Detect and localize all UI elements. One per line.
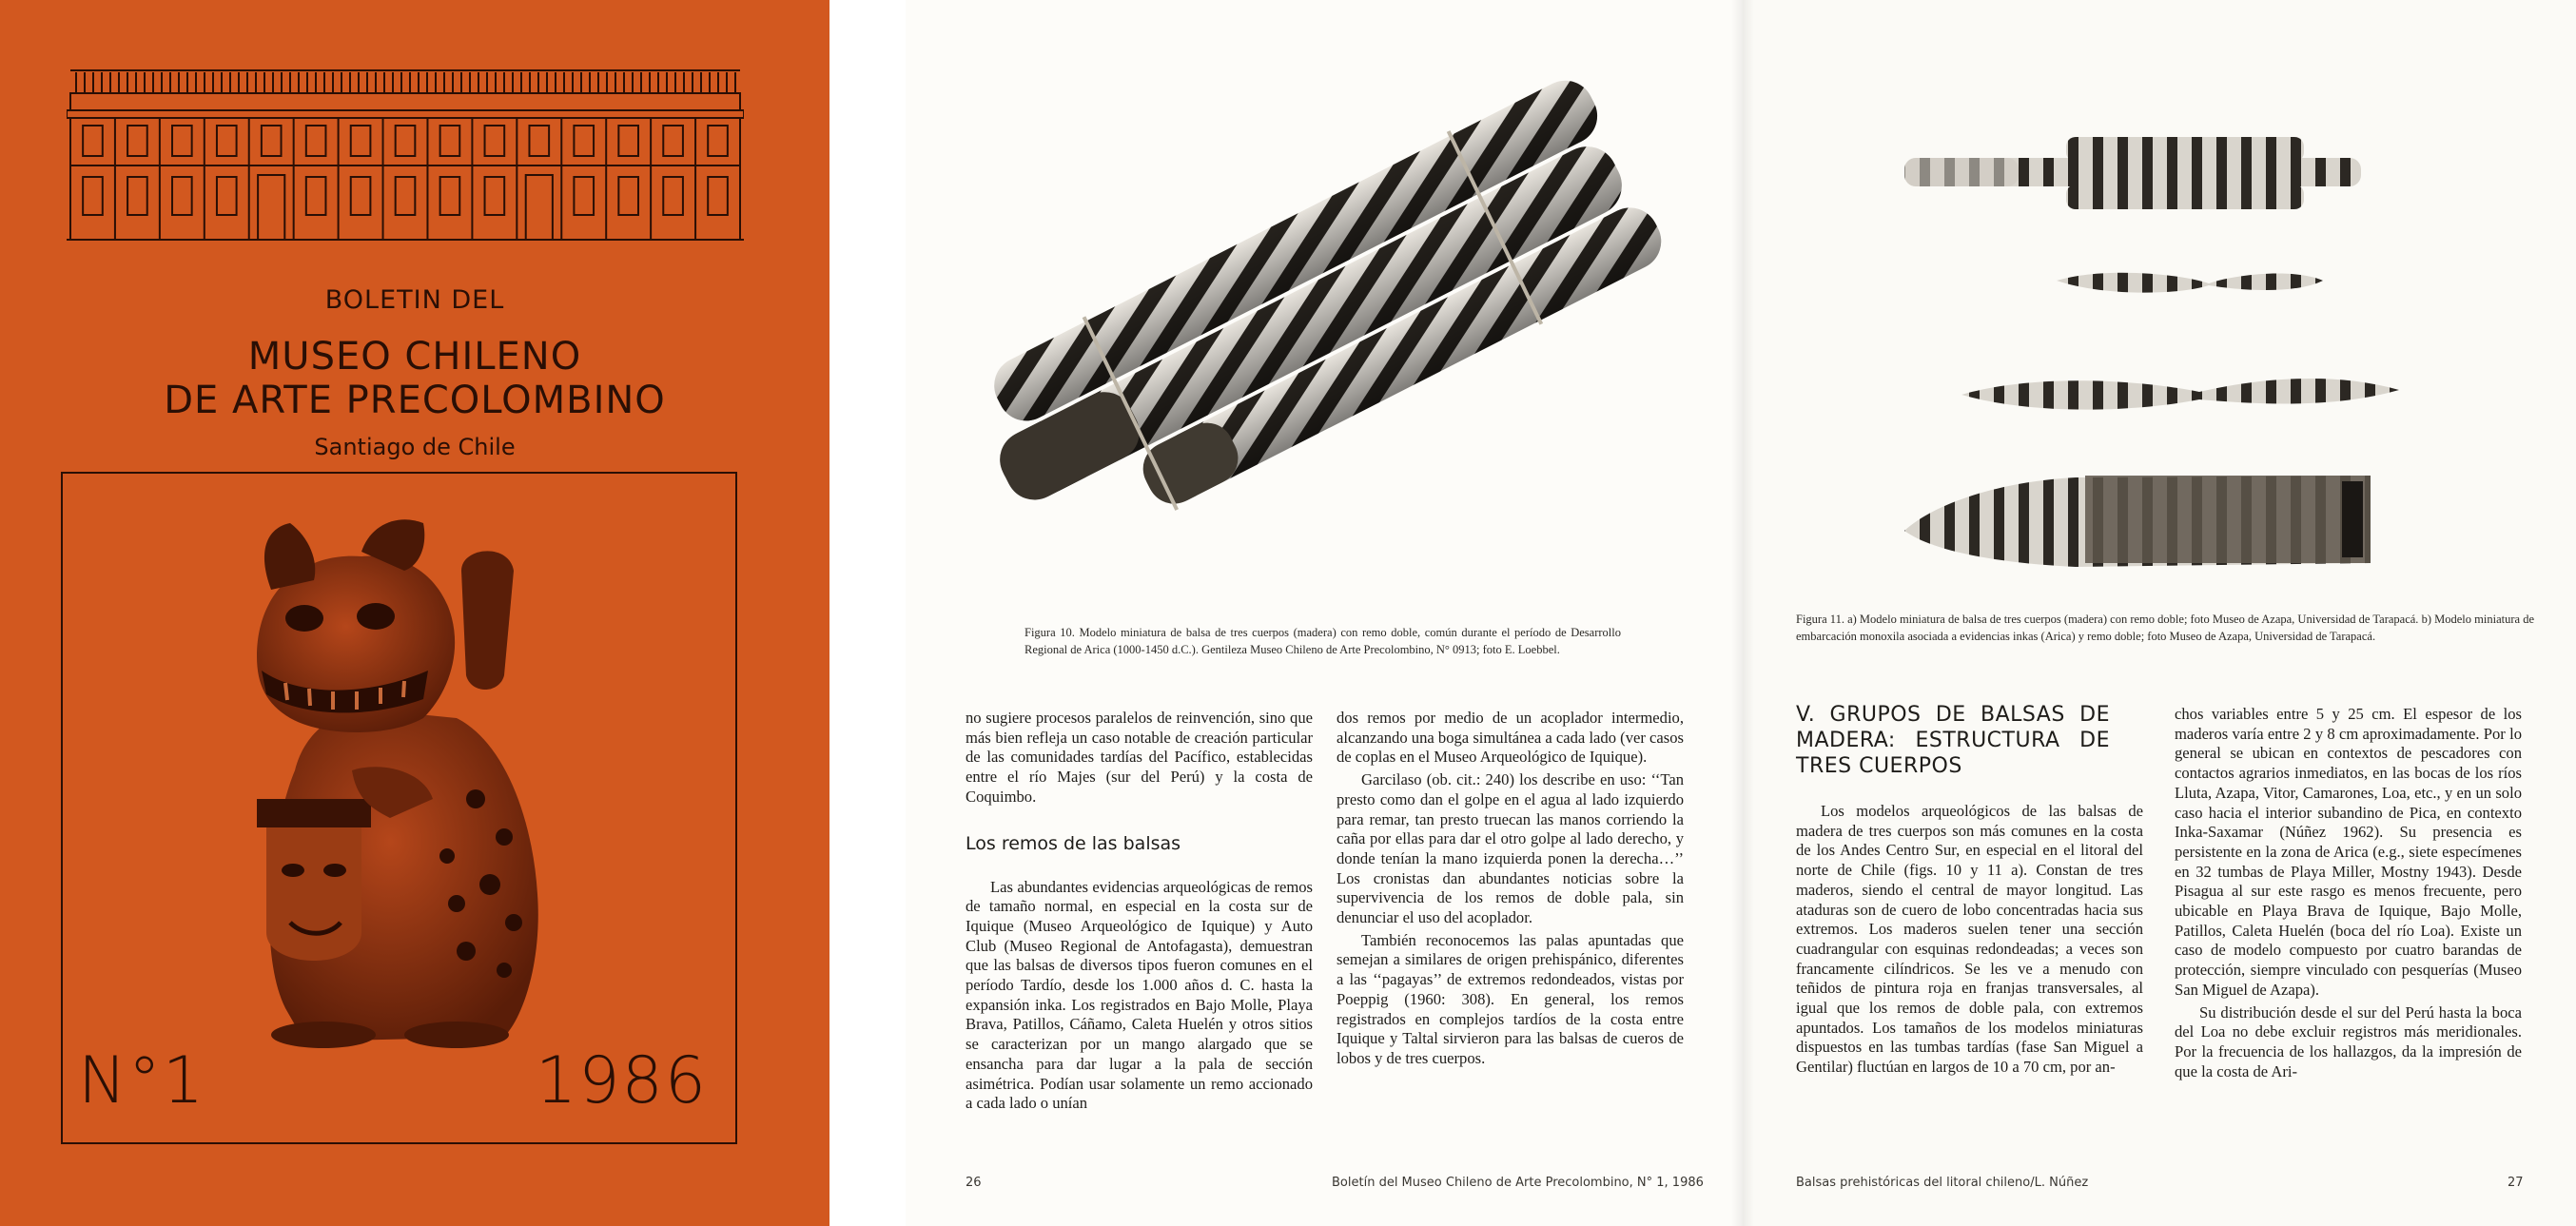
page-number: 26 [966, 1176, 982, 1190]
running-footer: Boletín del Museo Chileno de Arte Precolombino, N° 1, 1986 [1332, 1176, 1704, 1190]
page-27-column-2 [2175, 705, 2522, 1081]
raft-and-canoe-models-photo [1895, 124, 2523, 585]
raft-model-photo [944, 78, 1667, 544]
paragraph: Los modelos arqueológicos de las balsas de madera de tres cuerpos son más comunes en la costa de los Andes Centro Sur, en especial en el litoral del norte de Chile (figs. 10 y 11 a). Constan de tres maderos, siendo el central de mayor longitud. Las ataduras son de cuero de lobo concentradas hacia sus extremos. Los maderos suelen tener una sección cuadrangular con esquinas redondeadas; a veces son francamente cilíndricos. Se les ve a menudo con teñidos de pintura roja en franjas transversales, al igual que los remos de doble pala, con extremos apuntados. Los tamaños de los modelos miniaturas dispuestos en las tumbas tardías (fase San Miguel a Gentilar) fluctúan en largos de 10 a 70 cm, por an- [1796, 802, 2143, 1077]
issue-number: N°1 [78, 1043, 206, 1119]
issue-year: 1986 [535, 1043, 708, 1119]
journal-cover [0, 0, 829, 1226]
running-footer: Balsas prehistóricas del litoral chileno/L. Núñez [1796, 1176, 2089, 1190]
paragraph: dos remos por medio de un acoplador intermedio, alcanzando una boga simultánea a cada lado (ver casos de coplas en el Museo Arqueológico de Iquique). [1337, 709, 1684, 767]
page-27 [1743, 0, 2576, 1226]
museum-building-illustration [67, 67, 744, 243]
paragraph: También reconocemos las palas apuntadas que semejan a similares de origen prehispánico, diferentes a las ‘‘pagayas’’ de extremos redondeados, vistas por Poeppig (1960: 308). En general, los remos registrados en complejos tardíos de la costa entre Iquique y Taltal sirvieron para las balsas de cueros de lobos y de tres cuerpos. [1337, 930, 1684, 1067]
page-number: 27 [2508, 1176, 2524, 1190]
page-27-column-1 [1796, 702, 2143, 1078]
paragraph: Su distribución desde el sur del Perú hasta la boca del Loa no debe excluir registros más meridionales. Por la frecuencia de los hallazgos, da la impresión de que la costa de Ari- [2175, 1002, 2522, 1080]
section-subheading: Los remos de las balsas [966, 832, 1181, 854]
figure-10-caption: Figura 10. Modelo miniatura de balsa de tres cuerpos (madera) con remo doble, común durante el período de Desarrollo Regional de Arica (1000-1450 d.C.). Gentileza Museo Chileno de Arte Precolombino, N° 0913; foto E. Loebbel. [1025, 626, 1621, 656]
paragraph: no sugiere procesos paralelos de reinvención, sino que más bien refleja un caso notable de creación particular de las comunidades tardías del Pacífico, establecidas entre el río Majes (sur del Perú) y la costa de Coquimbo. [966, 709, 1313, 806]
section-heading: V. GRUPOS DE BALSAS DE MADERA: ESTRUCTURA DE TRES CUERPOS [1796, 703, 2110, 778]
cover-pre-title: BOLETIN DEL [324, 285, 505, 315]
cover-title-line2: DE ARTE PRECOLOMBINO [164, 379, 666, 422]
page-26-column-2 [1337, 709, 1684, 1069]
precolumbian-feline-figure [219, 514, 571, 1056]
figure-11-caption: Figura 11. a) Modelo miniatura de balsa de tres cuerpos (madera) con remo doble; foto Museo de Azapa, Universidad de Tarapacá. b) Modelo miniatura de embarcación monoxila asociada a evidencias inkas (Arica) y remo doble; foto Museo de Azapa, Universidad de Tarapacá. [1796, 613, 2534, 643]
paragraph: Garcilaso (ob. cit.: 240) los describe en uso: ‘‘Tan presto como dan el golpe en el agua al lado izquierdo para remar, tan presto truecan las manos corriendo la caña por ellas para dar el otro golpe al lado derecho, y donde tenían la mano izquierda ponen la derecha…’’ Los cronistas dan abundantes noticias sobre la supervivencia de los remos de doble pala, sin denunciar el uso del acoplador. [1337, 770, 1684, 927]
paragraph: chos variables entre 5 y 25 cm. El espesor de los maderos varía entre 2 y 8 cm aproximadamente. Por lo general se ubican en contextos de pescadores con contactos agrarios inmediatos, en las bocas de los ríos Lluta, Azapa, Vitor, Camarones, Loa, etc., y en un solo caso hacia el interior subandino de Pica, en contexto Inka-Saxamar (Núñez 1962). Su presencia es persistente en la zona de Arica (e.g., siete especímenes en 32 tumbas de Playa Miller, Mostny 1943). Desde Pisagua al sur este rasgo es menos frecuente, pero ubicable en Playa Brava de Iquique, Bajo Molle, Patillos, Caleta Huelén (boca del río Loa). Existe un caso de modelo compuesto por cuatro barandas de protección, siempre vinculado con pesquerías (Museo San Miguel de Azapa). [2175, 705, 2522, 999]
paragraph: Las abundantes evidencias arqueológicas de remos de tamaño normal, en especial en la costa sur de Iquique (Museo Arqueológico de Iquique) y Auto Club (Museo Regional de Antofagasta), demuestran que las balsas de diversos tipos fueron comunes en el período Tardío, desde los 1.000 años d. C. hasta la expansión inka. Los registrados en Bajo Molle, Playa Brava, Patillos, Cáñamo, Caleta Huelén y otros sitios se caracterizan por un mango alargado que se ensancha para dar lugar a la pala de sección asimétrica. Podían usar solamente un remo accionado a cada lado o unían [966, 877, 1313, 1113]
page-26-column-1 [966, 709, 1313, 1114]
cover-title-line1: MUSEO CHILENO [247, 335, 582, 379]
cover-city: Santiago de Chile [314, 434, 516, 460]
page-26 [906, 0, 1743, 1226]
book-gutter [1731, 0, 1754, 1226]
